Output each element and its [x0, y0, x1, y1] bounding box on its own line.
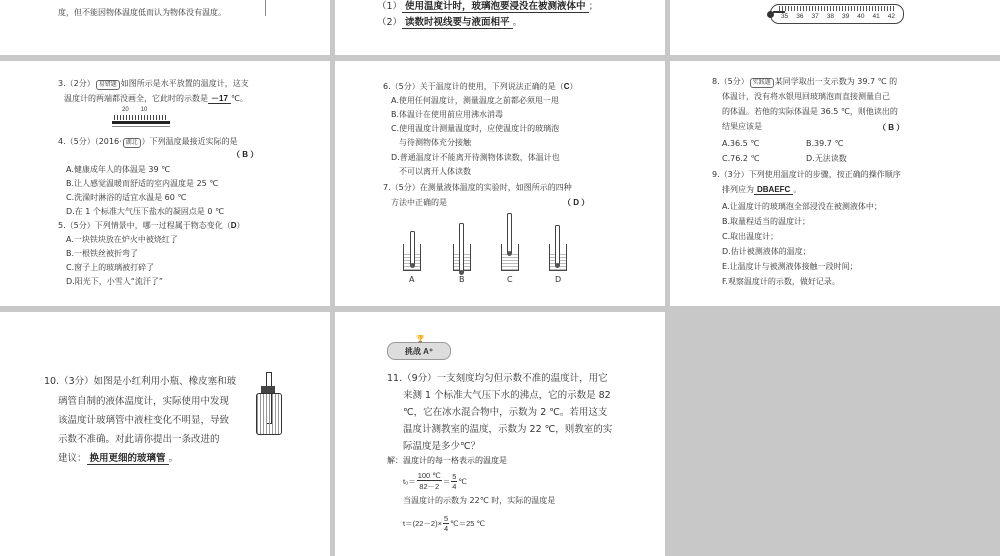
question-11-line: 际温度是多少℃？	[403, 441, 481, 452]
page-panel-questions-8-9	[670, 61, 1000, 306]
question-6-line: 与待测物体充分接触	[391, 138, 471, 147]
question-9-line-1: 9.（3分）下列使用温度计的步骤，按正确的操作顺序	[712, 170, 901, 179]
question-3-line-2: 温度计的两端都没画全，它此时的示数是 －17 ℃。	[64, 94, 248, 103]
question-5-option-d: D.阳光下，小雪人“流汗了”	[66, 277, 163, 286]
figure-label-b: B	[459, 275, 465, 284]
scale-label: 37	[811, 13, 819, 20]
question-8-line-1: 8.（5分） 实践题 某同学取出一支示数为 39.7 ℃ 的	[712, 77, 898, 86]
figure-label-d: D	[555, 275, 562, 284]
scale-label: 10	[140, 107, 148, 113]
question-6-line: C.使用温度计测量温度时，应使温度计的玻璃泡	[391, 124, 560, 133]
question-7-answer: （ D ）	[563, 198, 590, 207]
thermometer-figure	[770, 4, 904, 24]
thermometer-d	[555, 225, 560, 267]
question-9-step: C.取出温度计；	[722, 232, 779, 241]
text-box-border	[265, 0, 266, 16]
answer-line-2: （2） 读数时视线要与液面相平 。	[377, 17, 523, 28]
question-11-line: 来测 1 个标准大气压下水的沸点，它的示数是 82	[403, 390, 611, 401]
page-panel-top-left	[0, 0, 330, 55]
answer-line-1: （1） 使用温度计时，玻璃泡要浸没在被测液体中 ；	[377, 1, 599, 12]
empty-grey-area	[670, 312, 1000, 556]
question-4-option-c: C.洗澡时淋浴的适宜水温是 60 ℃	[66, 193, 187, 202]
page-panel-top-right	[670, 0, 1000, 55]
question-11-line: 11.（9分）一支刻度均匀但示数不准的温度计，用它	[387, 373, 608, 384]
scale-label: 40	[857, 13, 865, 20]
solution-line-2: 当温度计的示数为 22℃ 时，实际的温度是	[403, 496, 556, 505]
tick-marks	[114, 115, 168, 120]
horizontal-thermometer-figure	[112, 107, 170, 129]
question-9-step: D.估计被测液体的温度；	[722, 247, 811, 256]
mercury-column	[112, 121, 170, 124]
question-6-line: A.使用任何温度计，测量温度之前都必须甩一甩	[391, 96, 559, 105]
question-8-line: 体温计，没有将水银甩回玻璃泡而直接测量自己	[722, 92, 890, 101]
question-9-step: B.取量程适当的温度计；	[722, 217, 811, 226]
question-5-option-c: C.窗子上的玻璃被打碎了	[66, 263, 155, 272]
page-panel-questions-3-5	[0, 61, 330, 306]
question-11-line: 温度计测教室的温度，示数为 22 ℃，则教室的实	[403, 424, 613, 435]
bottle-body	[256, 393, 282, 435]
question-10-line: 该温度计玻璃管中液柱变化不明显，导致	[58, 415, 230, 426]
scale-label: 38	[826, 13, 834, 20]
thermometer-tick-row	[779, 6, 895, 11]
thermometer-a	[410, 231, 415, 267]
scale-label: 20	[122, 107, 129, 113]
question-5-option-a: A.一块铁块放在炉火中被烧红了	[66, 235, 178, 244]
question-9-step: A.让温度计的玻璃泡全部浸没在被测液体中；	[722, 202, 882, 211]
question-10-line: 10.（3分）如图是小红利用小瓶、橡皮塞和玻	[44, 376, 237, 387]
answer-text: 度，但不能因物体温度低而认为物体没有温度。	[58, 8, 226, 17]
question-3-line-1: 3.（2分） 易错题 如图所示是水平放置的温度计，这支	[58, 79, 249, 88]
figure-label-c: C	[507, 275, 513, 284]
question-10-line: 示数不准确。对此请你提出一条改进的	[58, 434, 220, 445]
question-8-line: 结果应该是	[722, 122, 762, 131]
scale-label: 41	[872, 13, 880, 20]
question-6-line: 不可以离开人体读数	[391, 167, 471, 176]
question-4-answer: （ B ）	[232, 150, 259, 159]
question-8-answer: （ B ）	[878, 123, 905, 132]
question-4-option-a: A.健康成年人的体温是 39 ℃	[66, 165, 171, 174]
formula-1: t₀＝ 100 ℃ 82－2 ＝ 5 4 ℃	[403, 471, 467, 491]
question-5-stem: 5.（5分）下列情景中，哪一过程属于物态变化（D）	[58, 221, 245, 230]
question-11-line: ℃，它在冰水混合物中，示数为 2 ℃。若用这支	[403, 407, 608, 418]
scale-label: 42	[887, 13, 895, 20]
page-panel-questions-6-7	[335, 61, 665, 306]
question-4-option-b: B.让人感觉温暖而舒适的室内温度是 25 ℃	[66, 179, 219, 188]
page-panel-top-middle	[335, 0, 665, 55]
thermometer-c	[507, 213, 512, 255]
thermometer-b	[459, 223, 464, 274]
question-4-stem: 4.（5分）（2016· 湖北 ）下列温度最接近实际的是	[58, 137, 238, 146]
question-8-line: 的体温。若他的实际体温是 36.5 ℃，则他读出的	[722, 107, 898, 116]
question-8-option-b: B.39.7 ℃	[806, 139, 844, 148]
figure-label-a: A	[409, 275, 415, 284]
question-6-line: D.普通温度计不能离开待测物体读数，体温计也	[391, 153, 560, 162]
question-6-stem: 6.（5分）关于温度计的使用，下列说法正确的是（C）	[383, 82, 578, 91]
challenge-banner-label: 挑战 A⁺	[404, 346, 434, 356]
question-8-option-a: A.36.5 ℃	[722, 139, 760, 148]
trophy-icon: 🏆	[416, 335, 425, 343]
question-8-option-c: C.76.2 ℃	[722, 154, 760, 163]
scale-label: 35	[781, 13, 789, 20]
rubber-stopper	[261, 386, 275, 393]
homemade-thermometer-figure	[254, 372, 284, 436]
question-8-option-d: D.无法读数	[806, 154, 847, 163]
page-panel-question-11	[335, 312, 665, 556]
question-4-option-d: D.在 1 个标准大气压下盐水的凝固点是 0 ℃	[66, 207, 225, 216]
question-9-step: F.观察温度计的示数，做好记录。	[722, 277, 840, 286]
question-5-option-b: B.一根铁丝被折弯了	[66, 249, 139, 258]
challenge-banner	[387, 335, 451, 360]
formula-2: t＝(22－2)× $\frac{5}{4}$ ℃＝25 ℃	[403, 514, 485, 533]
question-9-step: E.让温度计与被测液体接触一段时间；	[722, 262, 858, 271]
solution-line-1: 解：温度计的每一格表示的温度是	[387, 456, 507, 465]
scale-bottom-line	[112, 126, 170, 127]
question-10-line: 璃管自制的液体温度计，实际使用中发现	[58, 396, 230, 407]
scale-label: 36	[796, 13, 804, 20]
scale-label: 39	[842, 13, 850, 20]
question-7-line-2: 方法中正确的是	[391, 198, 447, 207]
question-7-line-1: 7.（5分）在测量液体温度的实验时，如图所示的四种	[383, 183, 572, 192]
question-10-line: 建议： 换用更细的玻璃管 。	[58, 453, 179, 464]
question-6-line: B.体温计在使用前应用沸水消毒	[391, 110, 504, 119]
question-9-line-2: 排列应为 DBAEFC 。	[722, 185, 802, 194]
page-panel-question-10	[0, 312, 330, 556]
thermometer-scale	[781, 12, 895, 21]
